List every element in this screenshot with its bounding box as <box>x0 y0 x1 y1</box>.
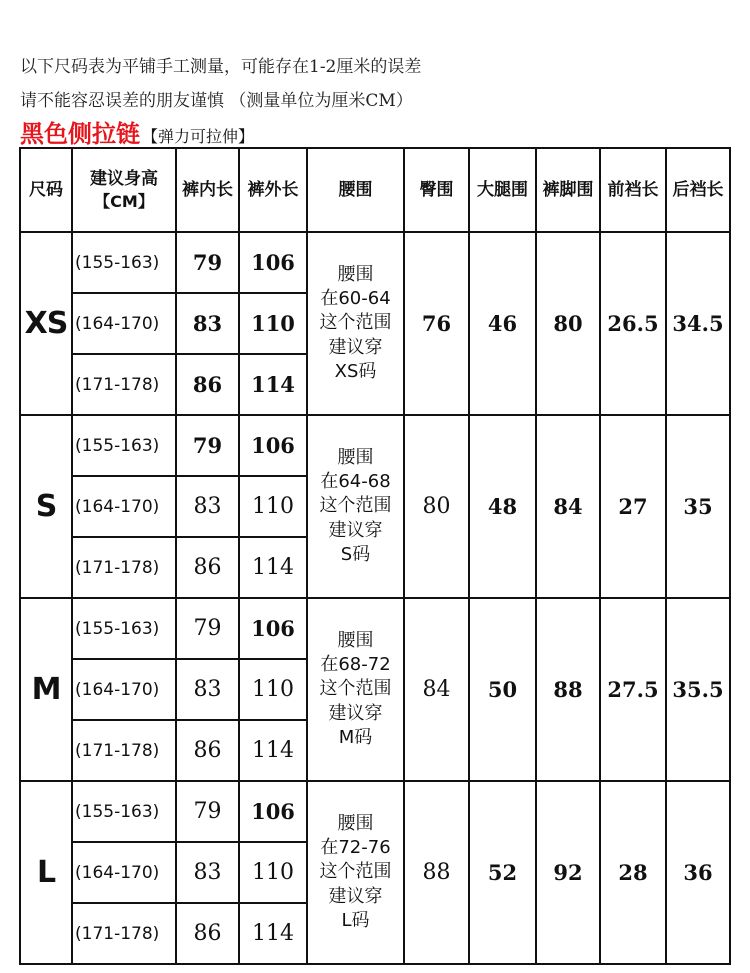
table-row <box>20 415 730 476</box>
hem-value: 92 <box>536 781 600 964</box>
waist-note <box>307 415 404 598</box>
product-title <box>20 114 254 149</box>
waist-note-line: 腰围 <box>337 629 374 651</box>
inseam-value: 79 <box>176 781 239 842</box>
size-label: L <box>20 781 72 964</box>
hip-value: 88 <box>404 781 469 964</box>
waist-note-line: 在68-72 <box>320 654 391 676</box>
height-range: (155-163) <box>72 598 176 659</box>
header-front-rise: 前裆长 <box>600 148 666 232</box>
size-label: XS <box>20 232 72 415</box>
waist-note <box>307 781 404 964</box>
height-range: (171-178) <box>72 354 176 415</box>
table-row <box>20 598 730 659</box>
hip-value: 76 <box>404 232 469 415</box>
title-main: 黑色侧拉链 <box>20 119 140 148</box>
table-row <box>20 232 730 293</box>
note-line-2: 请不能容忍误差的朋友谨慎 （测量单位为厘米CM） <box>20 91 413 111</box>
waist-note-line: 这个范围 <box>319 312 392 334</box>
inseam-value: 83 <box>176 659 239 720</box>
outseam-value: 114 <box>239 537 307 598</box>
outseam-value: 106 <box>239 415 307 476</box>
note-line-1: 以下尺码表为平铺手工测量，可能存在1-2厘米的误差 <box>20 57 422 77</box>
outseam-value: 110 <box>239 476 307 537</box>
waist-note-line: 腰围 <box>337 446 374 468</box>
inseam-value: 79 <box>176 415 239 476</box>
waist-note-line: 建议穿 <box>328 519 383 541</box>
waist-note-line: XS码 <box>334 360 377 382</box>
back-rise-value: 35.5 <box>666 598 730 781</box>
header-size: 尺码 <box>20 148 72 232</box>
front-rise-value: 28 <box>600 781 666 964</box>
height-range: (155-163) <box>72 781 176 842</box>
outseam-value: 114 <box>239 903 307 964</box>
size-table <box>19 147 731 965</box>
header-waist: 腰围 <box>307 148 404 232</box>
back-rise-value: 36 <box>666 781 730 964</box>
size-label: M <box>20 598 72 781</box>
height-range: (164-170) <box>72 842 176 903</box>
back-rise-value: 35 <box>666 415 730 598</box>
height-range: (164-170) <box>72 659 176 720</box>
waist-note <box>307 598 404 781</box>
outseam-value: 110 <box>239 293 307 354</box>
height-range: (155-163) <box>72 232 176 293</box>
outseam-value: 114 <box>239 720 307 781</box>
inseam-value: 86 <box>176 537 239 598</box>
inseam-value: 83 <box>176 476 239 537</box>
header-outseam: 裤外长 <box>239 148 307 232</box>
outseam-value: 106 <box>239 781 307 842</box>
header-hem: 裤脚围 <box>536 148 600 232</box>
outseam-value: 106 <box>239 598 307 659</box>
waist-note-line: 建议穿 <box>328 336 383 358</box>
hip-value: 84 <box>404 598 469 781</box>
waist-note-line: 腰围 <box>337 812 374 834</box>
measurement-notes <box>20 50 421 118</box>
inseam-value: 79 <box>176 598 239 659</box>
header-row <box>20 148 730 232</box>
height-range: (164-170) <box>72 476 176 537</box>
height-range: (171-178) <box>72 720 176 781</box>
hip-value: 80 <box>404 415 469 598</box>
inseam-value: 86 <box>176 903 239 964</box>
height-range: (155-163) <box>72 415 176 476</box>
inseam-value: 86 <box>176 720 239 781</box>
inseam-value: 83 <box>176 293 239 354</box>
inseam-value: 86 <box>176 354 239 415</box>
title-sub: 【弹力可拉伸】 <box>142 127 255 146</box>
height-range: (171-178) <box>72 903 176 964</box>
header-inseam: 裤内长 <box>176 148 239 232</box>
front-rise-value: 27.5 <box>600 598 666 781</box>
outseam-value: 110 <box>239 842 307 903</box>
front-rise-value: 27 <box>600 415 666 598</box>
height-range: (164-170) <box>72 293 176 354</box>
header-back-rise: 后裆长 <box>666 148 730 232</box>
waist-note-line: 这个范围 <box>319 495 392 517</box>
waist-note-line: 这个范围 <box>319 678 392 700</box>
size-label: S <box>20 415 72 598</box>
waist-note-line: 在64-68 <box>320 471 391 493</box>
hem-value: 80 <box>536 232 600 415</box>
inseam-value: 83 <box>176 842 239 903</box>
waist-note-line: 建议穿 <box>328 885 383 907</box>
outseam-value: 110 <box>239 659 307 720</box>
waist-note-line: 在60-64 <box>320 288 391 310</box>
thigh-value: 48 <box>469 415 536 598</box>
hem-value: 84 <box>536 415 600 598</box>
header-height-line1: 建议身高 <box>90 168 158 189</box>
header-height <box>72 148 176 232</box>
thigh-value: 52 <box>469 781 536 964</box>
header-thigh: 大腿围 <box>469 148 536 232</box>
waist-note-line: L码 <box>341 909 370 931</box>
waist-note-line: 在72-76 <box>320 837 391 859</box>
height-range: (171-178) <box>72 537 176 598</box>
waist-note <box>307 232 404 415</box>
front-rise-value: 26.5 <box>600 232 666 415</box>
back-rise-value: 34.5 <box>666 232 730 415</box>
table-row <box>20 781 730 842</box>
waist-note-line: S码 <box>340 543 371 565</box>
waist-note-line: 这个范围 <box>319 861 392 883</box>
header-hip: 臀围 <box>404 148 469 232</box>
table-body <box>20 232 730 964</box>
inseam-value: 79 <box>176 232 239 293</box>
outseam-value: 114 <box>239 354 307 415</box>
waist-note-line: 建议穿 <box>328 702 383 724</box>
thigh-value: 46 <box>469 232 536 415</box>
thigh-value: 50 <box>469 598 536 781</box>
outseam-value: 106 <box>239 232 307 293</box>
header-height-line2: 【CM】 <box>94 191 154 211</box>
waist-note-line: M码 <box>338 726 373 748</box>
hem-value: 88 <box>536 598 600 781</box>
waist-note-line: 腰围 <box>337 263 374 285</box>
